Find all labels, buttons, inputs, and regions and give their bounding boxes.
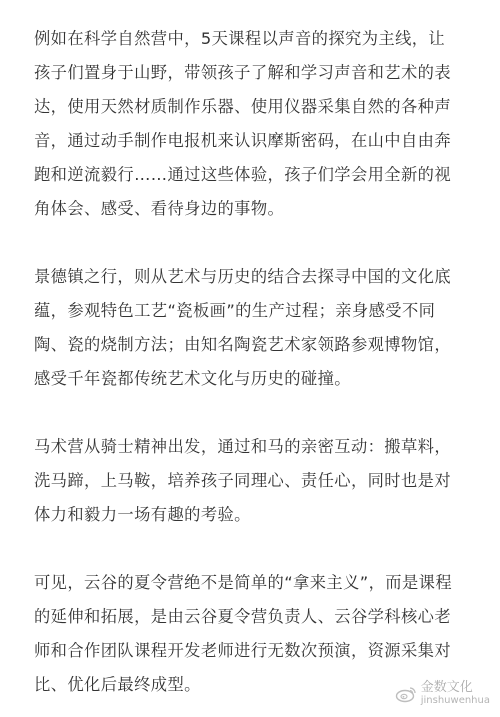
weibo-watermark bbox=[395, 681, 490, 707]
text-line: 陶、瓷的烧制方法；由知名陶瓷艺术家领路参观博物馆， bbox=[34, 335, 452, 354]
text-line: 体力和毅力一场有趣的考验。 bbox=[34, 505, 251, 524]
text-line: 师和合作团队课程开发老师进行无数次预演，资源采集对 bbox=[34, 641, 452, 660]
text-line: 孩子们置身于山野，带领孩子了解和学习声音和艺术的表 bbox=[34, 63, 452, 82]
text-line: 音，通过动手制作电报机来认识摩斯密码，在山中自由奔 bbox=[34, 131, 452, 150]
weibo-icon bbox=[395, 685, 417, 703]
watermark-name: 金数文化 bbox=[420, 680, 473, 695]
text-line: 比、优化后最终成型。 bbox=[34, 675, 201, 694]
text-line: 景德镇之行，则从艺术与历史的结合去探寻中国的文化底 bbox=[34, 267, 452, 286]
text-line: 感受千年瓷都传统艺术文化与历史的碰撞。 bbox=[34, 369, 351, 388]
text-line: 例如在科学自然营中，5天课程以声音的探究为主线，让 bbox=[34, 29, 446, 48]
text-line: 可见，云谷的夏令营绝不是简单的“拿来主义”，而是课程 bbox=[34, 573, 453, 592]
text-line: 的延伸和拓展，是由云谷夏令营负责人、云谷学科核心老 bbox=[34, 607, 452, 626]
text-line: 洗马蹄，上马鞍，培养孩子同理心、责任心，同时也是对 bbox=[34, 471, 452, 490]
text-line: 角体会、感受、看待身边的事物。 bbox=[34, 199, 285, 218]
text-line: 蕴，参观特色工艺“瓷板画”的生产过程；亲身感受不同 bbox=[34, 301, 436, 320]
text-line: 达，使用天然材质制作乐器、使用仪器采集自然的各种声 bbox=[34, 97, 452, 116]
watermark-text bbox=[421, 681, 490, 707]
watermark-handle: jinshuwenhua bbox=[420, 695, 490, 706]
paragraph-equestrian-camp bbox=[34, 430, 470, 532]
text-line: 跑和逆流毅行……通过这些体验，孩子们学会用全新的视 bbox=[34, 165, 452, 184]
text-line: 马术营从骑士精神出发，通过和马的亲密互动：搬草料， bbox=[34, 437, 452, 456]
paragraph-science-camp bbox=[34, 22, 470, 226]
paragraph-jingdezhen bbox=[34, 260, 470, 396]
article-body bbox=[34, 22, 470, 702]
